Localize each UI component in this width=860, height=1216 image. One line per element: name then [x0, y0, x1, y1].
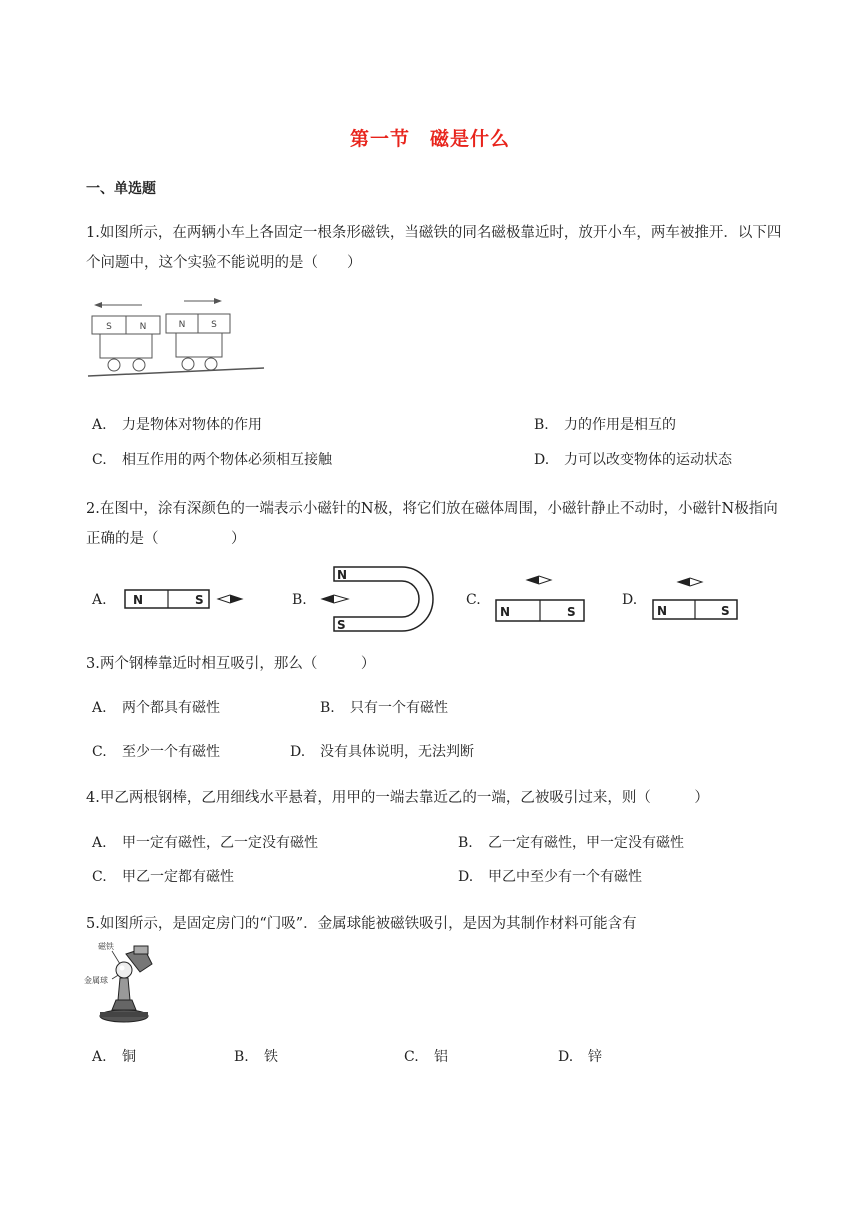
ball-caption: 金属球	[84, 976, 108, 985]
q2-figure-b	[318, 565, 436, 633]
magnet-label: S	[106, 322, 112, 332]
q5-option-c[interactable]: C. 铝	[404, 1049, 448, 1065]
needle-n-end	[322, 595, 334, 603]
q5-option-a[interactable]: A. 铜	[92, 1049, 136, 1065]
magnet-label: N	[139, 322, 147, 332]
q3-option-a[interactable]: A. 两个都具有磁性	[92, 700, 220, 716]
q4-option-b[interactable]: B. 乙一定有磁性，甲一定没有磁性	[458, 835, 684, 851]
question-3	[86, 652, 375, 673]
q2-option-d-letter[interactable]: D.	[622, 592, 638, 608]
section-heading: 一、单选题	[86, 181, 156, 197]
magnet-s-label: S	[195, 593, 204, 607]
q1-option-d[interactable]: D. 力可以改变物体的运动状态	[534, 452, 732, 468]
needle-n-end	[527, 576, 539, 584]
magnet-n-label: N	[337, 568, 348, 582]
magnet-s-label: S	[721, 604, 730, 618]
q4-option-d[interactable]: D. 甲乙中至少有一个有磁性	[458, 869, 642, 885]
question-1	[86, 218, 786, 278]
magnet-n-label: N	[133, 593, 144, 607]
magnet-s-label: S	[567, 605, 576, 619]
q5-option-b[interactable]: B. 铁	[234, 1049, 278, 1065]
q4-option-c[interactable]: C. 甲乙一定都有磁性	[92, 869, 234, 885]
q2-option-c-letter[interactable]: C.	[466, 592, 481, 608]
q2-option-a-letter[interactable]: A.	[92, 592, 107, 608]
carts-magnets-figure	[84, 292, 268, 382]
q2-figure-d	[650, 574, 742, 622]
question-5	[86, 912, 637, 933]
q2-figure-a	[124, 588, 248, 612]
q1-option-b[interactable]: B. 力的作用是相互的	[534, 417, 676, 433]
q3-option-c[interactable]: C. 至少一个有磁性	[92, 744, 220, 760]
question-4	[86, 786, 709, 807]
question-3-text: 3.两个钢棒靠近时相互吸引，那么（ ）	[86, 656, 376, 672]
magnet-s-label: S	[337, 618, 346, 632]
magnet-n-label: N	[657, 604, 668, 618]
needle-n-end	[678, 578, 690, 586]
door-stopper-figure	[82, 938, 158, 1026]
q1-option-a[interactable]: A. 力是物体对物体的作用	[92, 417, 262, 433]
q2-figure-c	[494, 572, 590, 626]
page-title: 第一节 磁是什么	[349, 128, 510, 150]
magnet-label: S	[211, 320, 217, 330]
magnet-n-label: N	[500, 605, 511, 619]
question-2-text: 2.在图中，涂有深颜色的一端表示小磁针的N极，将它们放在磁体周围，小磁针静止不动时，小磁针N极指向正确的是（ ）	[86, 501, 778, 547]
q2-option-b-letter[interactable]: B.	[292, 592, 307, 608]
question-5-text: 5.如图所示，是固定房门的“门吸”．金属球能被磁铁吸引，是因为其制作材料可能含有	[86, 916, 637, 932]
needle-n-end	[230, 595, 242, 603]
question-2	[86, 494, 786, 554]
q1-option-c[interactable]: C. 相互作用的两个物体必须相互接触	[92, 452, 332, 468]
magnet-label: N	[178, 320, 186, 330]
magnet-caption: 磁铁	[98, 942, 114, 951]
q5-option-d[interactable]: D. 锌	[558, 1049, 602, 1065]
q3-option-b[interactable]: B. 只有一个有磁性	[320, 700, 448, 716]
question-4-text: 4.甲乙两根钢棒，乙用细线水平悬着，用甲的一端去靠近乙的一端，乙被吸引过来，则（ ）	[86, 790, 709, 806]
question-1-text: 1.如图所示，在两辆小车上各固定一根条形磁铁，当磁铁的同名磁极靠近时，放开小车，两车被推开．以下四个问题中，这个实验不能说明的是（ ）	[86, 225, 782, 271]
q4-option-a[interactable]: A. 甲一定有磁性，乙一定没有磁性	[92, 835, 318, 851]
q3-option-d[interactable]: D. 没有具体说明，无法判断	[290, 744, 474, 760]
